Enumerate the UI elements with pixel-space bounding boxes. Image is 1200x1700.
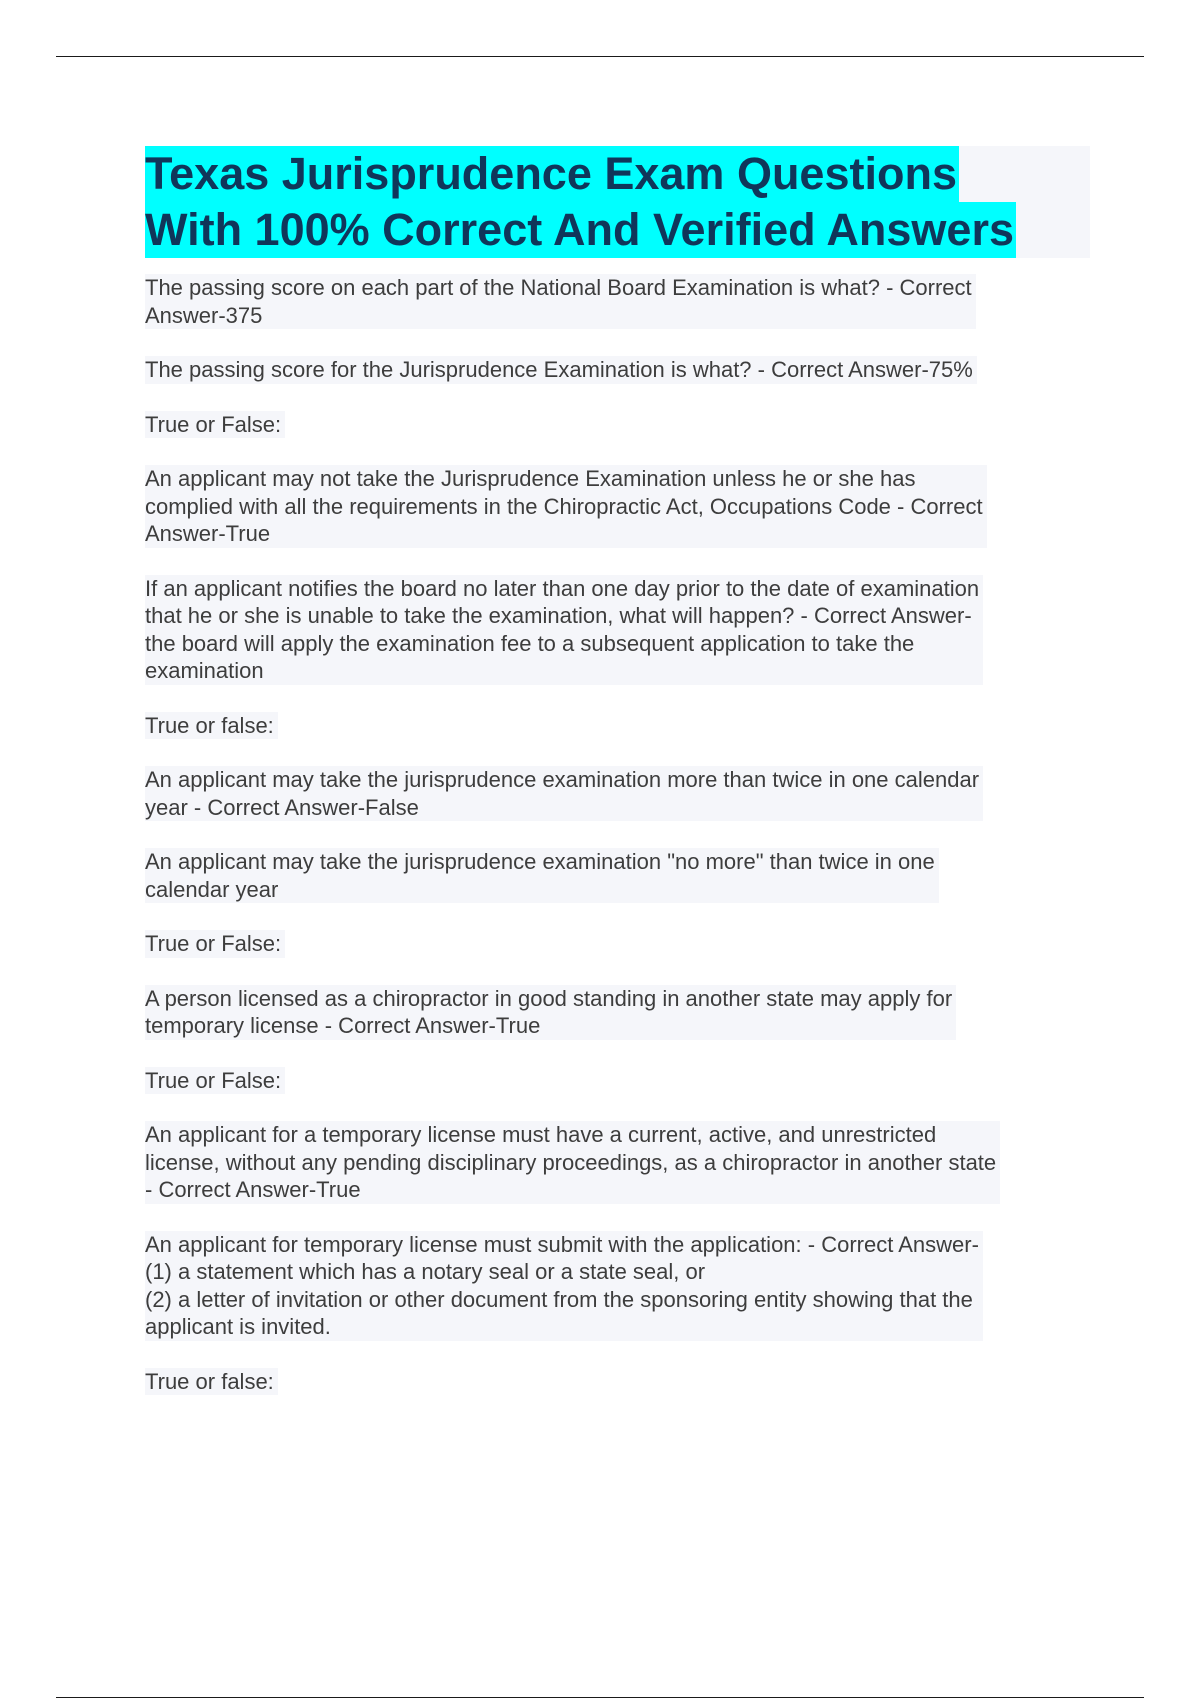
bottom-rule <box>56 1697 1144 1698</box>
paragraph-8: An applicant may take the jurisprudence examination "no more" than twice in one calendar year <box>145 848 939 903</box>
paragraph-1: The passing score on each part of the National Board Examination is what? - Correct Answer-375 <box>145 274 976 329</box>
title-line-1: Texas Jurisprudence Exam Questions <box>145 146 959 202</box>
paragraph-9: True or False: <box>145 930 285 958</box>
paragraph-7: An applicant may take the jurisprudence examination more than twice in one calendar year - Correct Answer-False <box>145 766 983 821</box>
paragraph-4: An applicant may not take the Jurisprudence Examination unless he or she has complied with all the requirements in the Chiropractic Act, Occupations Code - Correct Answer-True <box>145 465 987 548</box>
paragraph-13: An applicant for temporary license must submit with the application: - Correct Answer- (1) a statement which has a notary seal or a state seal, or (2) a letter of invitation or other document from the sponsoring entity showing that the applicant is invited. <box>145 1231 983 1341</box>
paragraph-5: If an applicant notifies the board no later than one day prior to the date of examination that he or she is unable to take the examination, what will happen? - Correct Answer- the board will apply the examination fee to a subsequent application to take the examination <box>145 575 983 685</box>
paragraph-10: A person licensed as a chiropractor in good standing in another state may apply for temporary license - Correct Answer-True <box>145 985 956 1040</box>
document-body <box>145 146 1090 1422</box>
paragraph-11: True or False: <box>145 1067 285 1095</box>
paragraph-12: An applicant for a temporary license must have a current, active, and unrestricted license, without any pending disciplinary proceedings, as a chiropractor in another state - Correct Answer-True <box>145 1121 1000 1204</box>
paragraph-3: True or False: <box>145 411 285 439</box>
paragraph-2: The passing score for the Jurisprudence Examination is what? - Correct Answer-75% <box>145 356 977 384</box>
top-rule <box>56 56 1144 57</box>
paragraph-14: True or false: <box>145 1368 278 1396</box>
title-block <box>145 146 1090 258</box>
document-title <box>145 146 1090 258</box>
title-line-2: With 100% Correct And Verified Answers <box>145 202 1016 258</box>
paragraph-6: True or false: <box>145 712 278 740</box>
